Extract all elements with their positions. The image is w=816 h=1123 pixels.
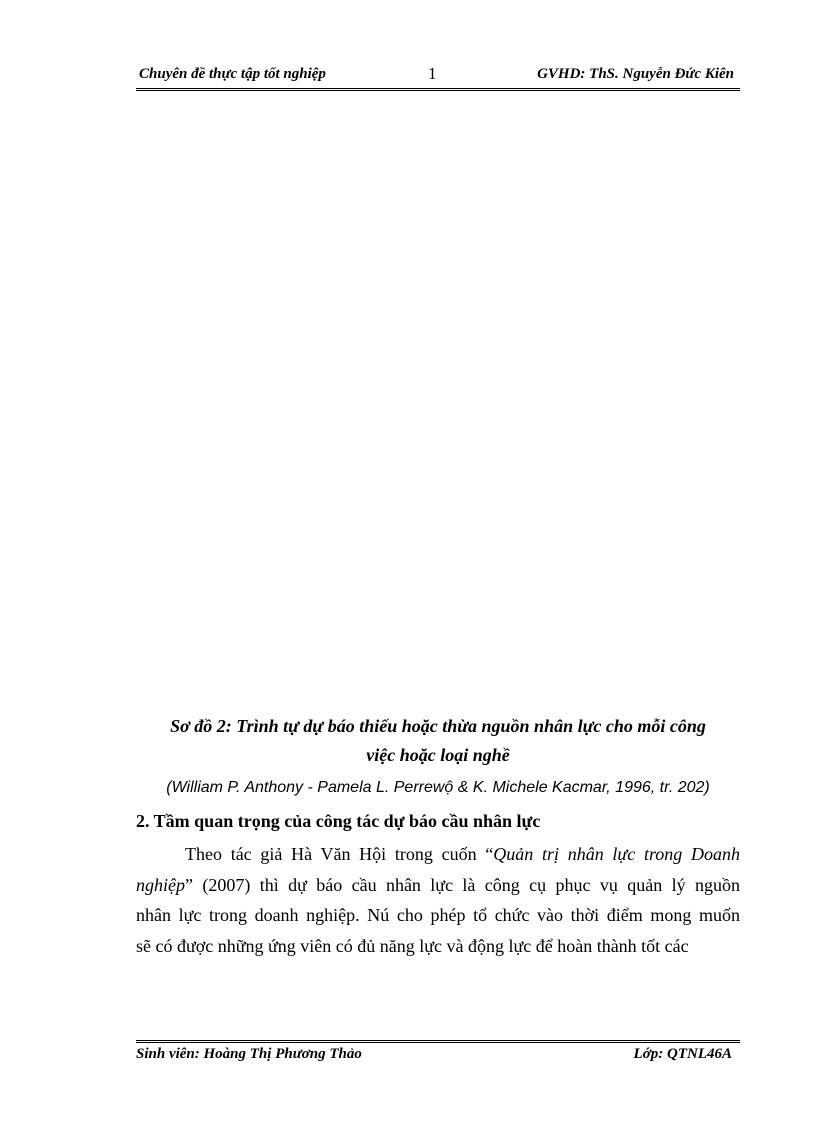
footer-student: Sinh viên: Hoàng Thị Phương Thảo — [136, 1046, 362, 1062]
paragraph-line-2 — [136, 870, 740, 901]
footer-class: Lớp: QTNL46A — [633, 1046, 732, 1062]
diagram-source: (William P. Anthony - Pamela L. Perrewộ & K. Michele Kacmar, 1996, tr. 202) — [166, 779, 710, 796]
book-title-part2: nghiệp — [136, 874, 185, 895]
page-header — [136, 64, 740, 88]
line1-prefix: Theo tác giả Hà Văn Hội trong cuốn “ — [185, 844, 494, 864]
section-heading: 2. Tầm quan trọng của công tác dự báo cầu nhân lực — [136, 811, 541, 831]
paragraph-line-1 — [136, 839, 740, 870]
header-divider — [136, 88, 740, 91]
header-report-title: Chuyên đề thực tập tốt nghiệp — [139, 66, 326, 82]
paragraph-line-4: sẽ có được những ứng viên có đủ năng lực và động lực để hoàn thành tốt các — [136, 935, 689, 956]
body-paragraph — [136, 839, 740, 961]
diagram-caption-line2: việc hoặc loại nghề — [366, 745, 510, 765]
header-supervisor: GVHD: ThS. Nguyễn Đức Kiên — [537, 66, 734, 82]
book-title-part1: Quản trị nhân lực trong Doanh — [493, 844, 740, 864]
diagram-caption-line1: Sơ đồ 2: Trình tự dự báo thiếu hoặc thừa nguồn nhân lực cho mỗi công — [170, 716, 706, 736]
header-page-number: 1 — [428, 64, 437, 83]
diagram-caption — [136, 712, 740, 770]
line2-suffix: ” (2007) thì dự báo cầu nhân lực là công cụ phục vụ quản lý nguồn — [185, 874, 740, 895]
paragraph-line-3: nhân lực trong doanh nghiệp. Nú cho phép tổ chức vào thời điểm mong muốn — [136, 905, 740, 925]
footer-divider — [136, 1040, 740, 1043]
